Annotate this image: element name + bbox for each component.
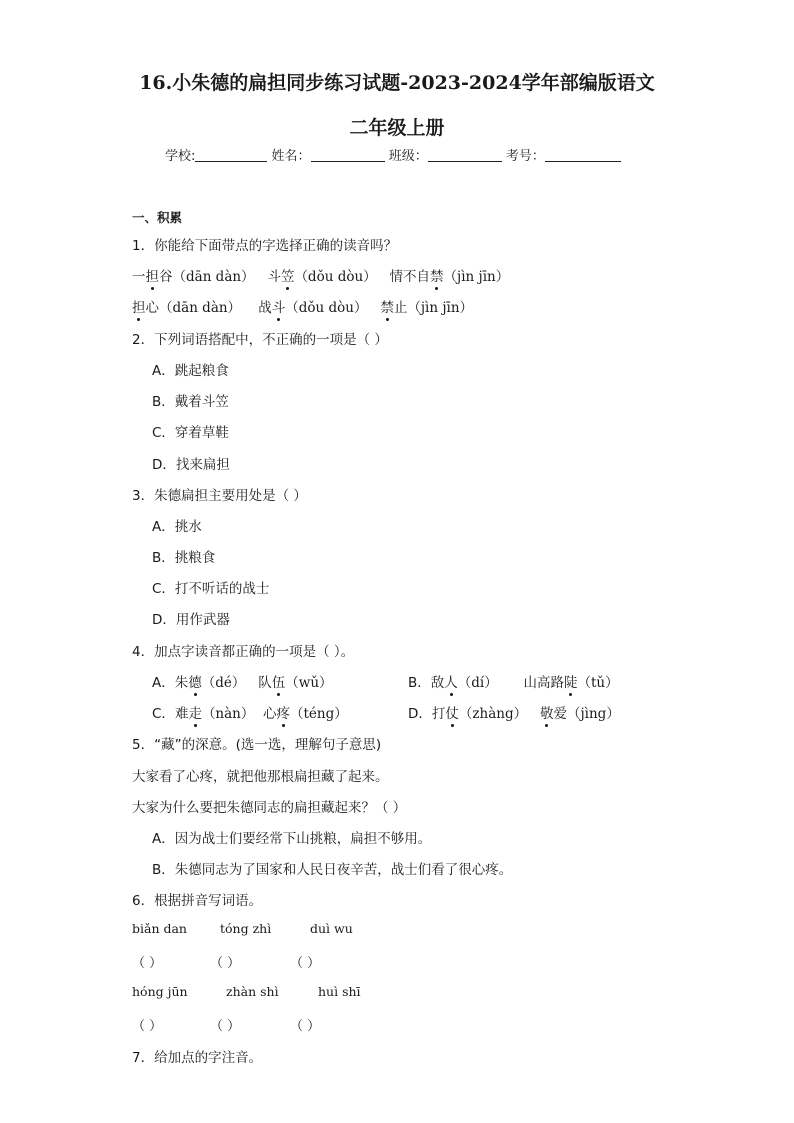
class-label: 班级： <box>388 149 428 164</box>
name-blank[interactable] <box>311 147 385 162</box>
question-6-stem: 6．根据拼音写词语。 <box>132 893 263 909</box>
q1-item: 禁止（jìn jīn） <box>380 300 474 316</box>
q2-option-c[interactable]: C．穿着草鞋 <box>152 425 229 441</box>
q5-sentence: 大家看了心疼，就把他那根扁担藏了起来。 <box>132 769 389 785</box>
pinyin-word: huì shī <box>318 984 361 999</box>
q1-item: 一担谷（dān dàn） <box>132 269 255 285</box>
question-7-stem: 7．给加点的字注音。 <box>132 1050 263 1066</box>
number-blank[interactable] <box>545 147 621 162</box>
pinyin-word: biǎn dan <box>132 921 187 936</box>
q4-option-b[interactable]: B．敌人（dí） 山高路陡（tǔ） <box>408 675 619 691</box>
name-label: 姓名： <box>271 149 311 164</box>
answer-bracket[interactable]: （ ） <box>210 956 241 971</box>
q2-option-b[interactable]: B．戴着斗笠 <box>152 394 229 410</box>
q2-option-d[interactable]: D．找来扁担 <box>152 457 230 473</box>
q5-question: 大家为什么要把朱德同志的扁担藏起来？（ ） <box>132 800 407 816</box>
q3-option-c[interactable]: C．打不听话的战士 <box>152 581 270 597</box>
answer-bracket[interactable]: （ ） <box>210 1019 241 1034</box>
worksheet-subtitle: 二年级上册 <box>349 117 445 139</box>
pinyin-word: hóng jūn <box>132 984 188 999</box>
pinyin-word: zhàn shì <box>226 984 279 999</box>
q2-option-a[interactable]: A．跳起粮食 <box>152 363 229 379</box>
q4-option-d[interactable]: D．打仗（zhàng） 敬爱（jìng） <box>408 706 620 722</box>
section-heading: 一、积累 <box>132 210 183 225</box>
q3-option-b[interactable]: B．挑粮食 <box>152 550 216 566</box>
question-1-stem: 1．你能给下面带点的字选择正确的读音吗？ <box>132 238 398 254</box>
q1-item: 战斗（dǒu dòu） <box>258 300 368 316</box>
q4-option-a[interactable]: A．朱德（dé） 队伍（wǔ） <box>152 675 333 691</box>
answer-bracket[interactable]: （ ） <box>290 1019 321 1034</box>
q1-item: 情不自禁（jìn jīn） <box>389 269 510 285</box>
question-3-stem: 3．朱德扁担主要用处是（ ） <box>132 488 307 504</box>
answer-bracket[interactable]: （ ） <box>132 1019 163 1034</box>
class-blank[interactable] <box>428 147 502 162</box>
number-label: 考号： <box>505 149 545 164</box>
q5-option-a[interactable]: A．因为战士们要经常下山挑粮，扁担不够用。 <box>152 831 432 847</box>
q1-item: 担心（dān dàn） <box>132 300 242 316</box>
question-1-row-1 <box>132 265 509 285</box>
q3-option-a[interactable]: A．挑水 <box>152 519 202 535</box>
q5-option-b[interactable]: B．朱德同志为了国家和人民日夜辛苦，战士们看了很心疼。 <box>152 862 513 878</box>
school-label: 学校: <box>165 149 196 164</box>
question-1-row-2 <box>132 296 473 316</box>
q4-option-c[interactable]: C．难走（nàn） 心疼（téng） <box>152 706 348 722</box>
answer-bracket[interactable]: （ ） <box>290 956 321 971</box>
q3-option-d[interactable]: D．用作武器 <box>152 612 230 628</box>
question-5-stem: 5．“藏”的深意。(选一选，理解句子意思) <box>132 737 382 753</box>
pinyin-word: tóng zhì <box>220 921 272 936</box>
answer-bracket[interactable]: （ ） <box>132 956 163 971</box>
pinyin-word: duì wu <box>310 921 353 936</box>
question-4-stem: 4．加点字读音都正确的一项是（ ）。 <box>132 644 355 660</box>
question-2-stem: 2．下列词语搭配中，不正确的一项是（ ） <box>132 332 388 348</box>
student-info-row <box>165 145 621 164</box>
school-blank[interactable] <box>195 147 267 162</box>
worksheet-title: 16.小朱德的扁担同步练习试题-2023-2024学年部编版语文 <box>139 72 655 94</box>
q1-item: 斗笠（dǒu dòu） <box>267 269 377 285</box>
